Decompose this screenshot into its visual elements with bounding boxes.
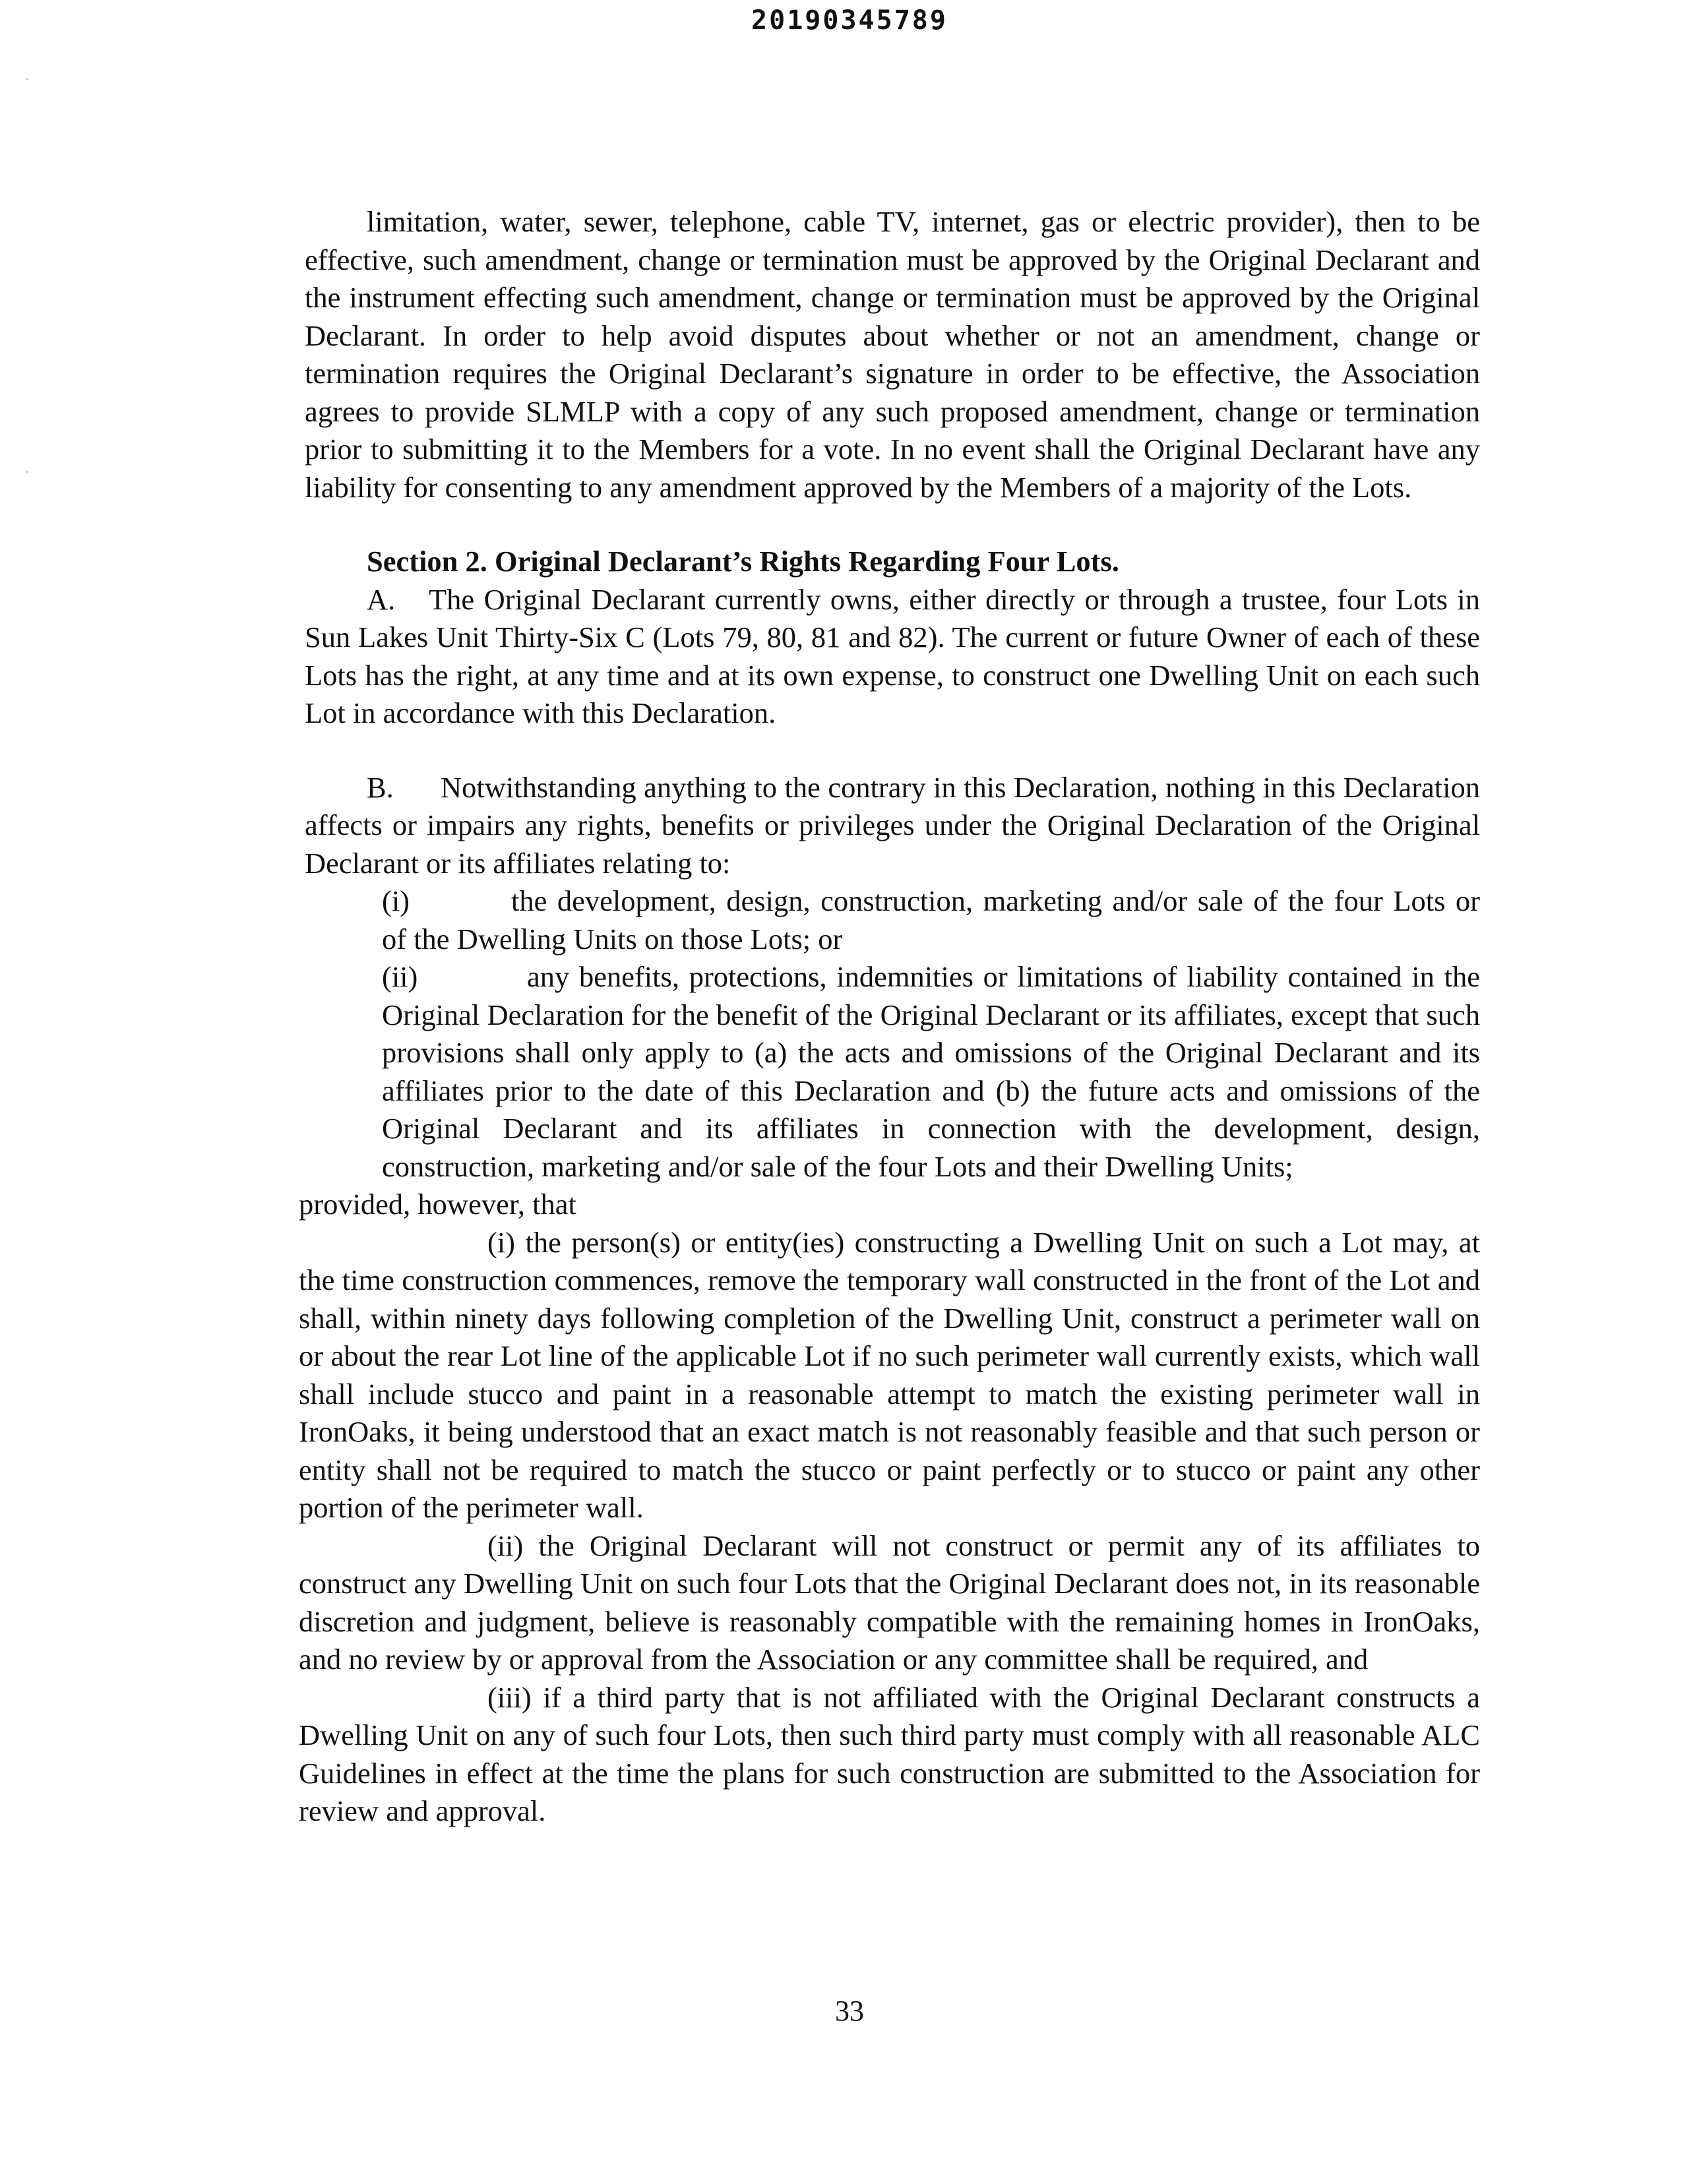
paragraph-a <box>305 581 1480 733</box>
sub-item-label: (i) <box>382 884 410 917</box>
page-number: 33 <box>835 1995 864 2027</box>
proviso-item: (iii) if a third party that is not affiliated with the Original Declarant constructs a Dwelling Unit on any of such four Lots, then such third party must comply with all reasonable ALC Guidelines in effect at the time the plans for such construction are submitted to the Association for review and approval. <box>299 1680 1480 1827</box>
sub-item-label: (ii) <box>382 960 418 993</box>
paragraph-a-label: A. <box>367 582 396 616</box>
paragraph-gap <box>305 733 1480 769</box>
paragraph-a-text: The Original Declarant currently owns, either directly or through a trustee, four Lots in Sun Lakes Unit Thirty-Six C (Lots 79, 80, 81 and 82). The current or future Owner of each of these Lots has the right, at any time and at its own expense, to construct one Dwelling Unit on each such Lot in accordance with this Declaration. <box>305 582 1480 729</box>
proviso-item: (ii) the Original Declarant will not construct or permit any of its affiliates to construct any Dwelling Unit on such four Lots that the Original Declarant does not, in its reasonable discretion and judgment, believe is reasonably compatible with the remaining homes in IronOaks, and no review by or approval from the Association or any committee shall be required, and <box>299 1529 1480 1676</box>
sub-item-text: the development, design, construction, marketing and/or sale of the four Lots or of the Dwelling Units on those Lots; or <box>382 884 1480 956</box>
document-number: 20190345789 <box>751 5 948 36</box>
paragraph-b-text: Notwithstanding anything to the contrary in this Declaration, nothing in this Declaration affects or impairs any rights, benefits or privileges under the Original Declaration of the Original Declarant or its affiliates relating to: <box>305 770 1480 880</box>
sub-item-list <box>382 882 1480 1186</box>
document-body <box>299 203 1480 1831</box>
proviso-intro: provided, however, that <box>299 1188 576 1221</box>
paragraph-gap <box>305 506 1480 543</box>
continuation-paragraph: limitation, water, sewer, telephone, cable TV, internet, gas or electric provider), then to be effective, such amendment, change or termination must be approved by the Original Declarant and the instrument effecting such amendment, change or termination must be approved by the Original Declarant. In order to help avoid disputes about whether or not an amendment, change or termination requires the Original Declarant’s signature in order to be effective, the Association agrees to provide SLMLP with a copy of any such proposed amendment, change or termination prior to submitting it to the Members for a vote. In no event shall the Original Declarant have any liability for consenting to any amendment approved by the Members of a majority of the Lots. <box>305 205 1480 504</box>
section-heading: Section 2. Original Declarant’s Rights Regarding Four Lots. <box>367 545 1119 578</box>
proviso-list <box>299 1224 1480 1831</box>
sub-item-text: any benefits, protections, indemnities or limitations of liability contained in the Original Declaration for the benefit of the Original Declarant or its affiliates, except that such provisions shall only apply to (a) the acts and omissions of the Original Declarant and its affiliates prior to the date of this Declaration and (b) the future acts and omissions of the Original Declarant and its affiliates in connection with the development, design, construction, marketing and/or sale of the four Lots and their Dwelling Units; <box>382 960 1480 1183</box>
paragraph-b-label: B. <box>367 770 394 804</box>
proviso-item: (i) the person(s) or entity(ies) constructing a Dwelling Unit on such a Lot may, at the time construction commences, remove the temporary wall constructed in the front of the Lot and shall, within ninety days following completion of the Dwelling Unit, construct a perimeter wall on or about the rear Lot line of the applicable Lot if no such perimeter wall currently exists, which wall shall include stucco and paint in a reasonable attempt to match the existing perimeter wall in IronOaks, it being understood that an exact match is not reasonably feasible and that such person or entity shall not be required to match the stucco or paint perfectly or to stucco or paint any other portion of the perimeter wall. <box>299 1225 1480 1524</box>
scan-speck <box>26 78 28 80</box>
sub-item <box>382 958 1480 1186</box>
scan-speck <box>26 471 28 473</box>
sub-item <box>382 882 1480 958</box>
paragraph-b <box>305 769 1480 883</box>
